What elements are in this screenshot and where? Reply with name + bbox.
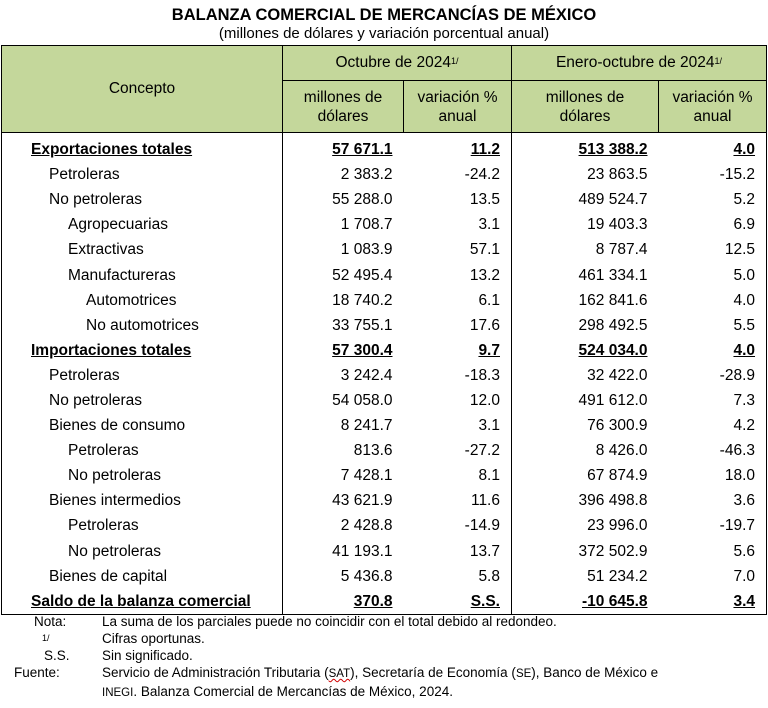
table-row (2, 513, 767, 538)
table-row (2, 488, 767, 513)
cell-value: 491 612.0 (512, 388, 659, 413)
cell-value: 298 492.5 (512, 313, 659, 338)
cell-value: 5.2 (659, 187, 767, 212)
cell-value: 12.0 (469, 391, 500, 409)
page-subtitle: (millones de dólares y variación porcentual anual) (218, 25, 550, 42)
cell-value: 8 426.0 (512, 438, 659, 463)
cell-value: 17.6 (469, 316, 500, 334)
cell-value: 4.0 (659, 288, 767, 313)
table-row (2, 388, 767, 413)
row-label: Automotrices (2, 288, 283, 313)
table-row (2, 133, 767, 163)
header-concept: Concepto (2, 46, 283, 133)
row-label: Agropecuarias (2, 212, 283, 237)
cell-value: 4.0 (733, 141, 756, 159)
table-row (2, 338, 767, 363)
table-row (2, 162, 767, 187)
cell-value: -28.9 (659, 363, 767, 388)
cell-value: 3.4 (733, 592, 756, 610)
cell-value: 461 334.1 (512, 262, 659, 287)
table-row (2, 589, 767, 615)
cell-value: 5 436.8 (283, 564, 404, 589)
row-label: Exportaciones totales (31, 141, 193, 159)
table-row (2, 313, 767, 338)
row-label: No automotrices (2, 313, 283, 338)
table-row (2, 564, 767, 589)
row-label: Petroleras (2, 363, 283, 388)
row-label: Petroleras (2, 513, 283, 538)
cell-value: 372 502.9 (512, 539, 659, 564)
cell-value: 489 524.7 (512, 187, 659, 212)
cell-value: 52 495.4 (283, 262, 404, 287)
cell-value: 162 841.6 (512, 288, 659, 313)
table-row (2, 288, 767, 313)
cell-value: 9.7 (478, 341, 500, 359)
cell-value: 32 422.0 (512, 363, 659, 388)
cell-value: 7.3 (659, 388, 767, 413)
cell-value: 3.1 (478, 417, 500, 435)
cell-value: 6.9 (659, 212, 767, 237)
table-row (2, 438, 767, 463)
row-label: Manufactureras (2, 262, 283, 287)
cell-value: -18.3 (464, 366, 500, 384)
row-label: Petroleras (2, 438, 283, 463)
row-label: No petroleras (2, 388, 283, 413)
cell-value: -24.2 (464, 166, 500, 184)
cell-value: 7 428.1 (283, 463, 404, 488)
cell-value: 23 863.5 (512, 162, 659, 187)
row-label: Extractivas (2, 237, 283, 262)
footnote-ss: S.S. Sin significado. (44, 648, 193, 663)
cell-value: 67 874.9 (512, 463, 659, 488)
row-label: No petroleras (2, 187, 283, 212)
cell-value: 8 787.4 (512, 237, 659, 262)
cell-value: 41 193.1 (283, 539, 404, 564)
header-period-october: Octubre de $2024^{1/}$ (283, 46, 512, 81)
footnotes (14, 613, 742, 702)
footnote-source: Fuente: Servicio de Administración Tributaria (SAT), Secretaría de Economía (SE), Banco de México e INEGI. Balanza Comercial de Mercancías de México, 2024. (14, 665, 659, 699)
cell-value: 18.0 (659, 463, 767, 488)
cell-value: 43 621.9 (283, 488, 404, 513)
cell-value: 5.5 (659, 313, 767, 338)
footnote-nota: Nota: La suma de los parciales puede no coincidir con el total debido al redondeo. (34, 614, 557, 629)
cell-value: 12.5 (659, 237, 767, 262)
cell-value: -14.9 (464, 517, 500, 535)
cell-value: 3 242.4 (283, 363, 404, 388)
table-row (2, 187, 767, 212)
cell-value: 396 498.8 (512, 488, 659, 513)
cell-value: 33 755.1 (283, 313, 404, 338)
header-variation-1: variación % anual (404, 81, 512, 133)
cell-value: 7.0 (659, 564, 767, 589)
cell-value: 3.6 (659, 488, 767, 513)
cell-value: 1 083.9 (283, 237, 404, 262)
cell-value: 6.1 (478, 291, 500, 309)
row-label: Importaciones totales (31, 341, 192, 359)
cell-value: 18 740.2 (283, 288, 404, 313)
cell-value: 5.8 (478, 567, 500, 585)
table-row (2, 262, 767, 287)
cell-value: 11.6 (470, 492, 500, 510)
cell-value: -27.2 (464, 442, 500, 460)
cell-value: 8.1 (478, 467, 500, 485)
cell-value: 57 300.4 (332, 341, 393, 359)
cell-value: -10 645.8 (582, 592, 648, 610)
table-row (2, 463, 767, 488)
row-label: No petroleras (2, 539, 283, 564)
cell-value: 76 300.9 (512, 413, 659, 438)
footnote-preliminary: 1/ Cifras oportunas. (42, 631, 205, 646)
cell-value: 13.5 (469, 191, 500, 209)
cell-value: 2 383.2 (283, 162, 404, 187)
cell-value: 57.1 (469, 241, 500, 259)
table-row (2, 237, 767, 262)
cell-value: 19 403.3 (512, 212, 659, 237)
cell-value: 13.7 (469, 542, 500, 560)
row-label: Bienes de consumo (2, 413, 283, 438)
cell-value: 11.2 (470, 141, 500, 159)
header-millions-2: millones de dólares (512, 81, 659, 133)
cell-value: 23 996.0 (512, 513, 659, 538)
row-label: Petroleras (2, 162, 283, 187)
cell-value: 55 288.0 (283, 187, 404, 212)
row-label: No petroleras (2, 463, 283, 488)
cell-value: S.S. (470, 592, 500, 610)
cell-value: 524 034.0 (578, 341, 648, 359)
table-row (2, 539, 767, 564)
row-label: Saldo de la balanza comercial (31, 592, 251, 610)
cell-value: 370.8 (353, 592, 393, 610)
cell-value: 3.1 (478, 216, 500, 234)
cell-value: 5.0 (659, 262, 767, 287)
cell-value: 4.2 (659, 413, 767, 438)
cell-value: 13.2 (469, 266, 500, 284)
cell-value: 813.6 (283, 438, 404, 463)
cell-value: 8 241.7 (283, 413, 404, 438)
cell-value: 4.0 (733, 341, 756, 359)
cell-value: 5.6 (659, 539, 767, 564)
cell-value: -46.3 (659, 438, 767, 463)
table-row (2, 212, 767, 237)
cell-value: 51 234.2 (512, 564, 659, 589)
table-row (2, 413, 767, 438)
header-millions-1: millones de dólares (283, 81, 404, 133)
trade-balance-table (1, 45, 767, 615)
cell-value: 54 058.0 (283, 388, 404, 413)
page-title: BALANZA COMERCIAL DE MERCANCÍAS DE MÉXICO (171, 6, 597, 24)
row-label: Bienes de capital (2, 564, 283, 589)
cell-value: 2 428.8 (283, 513, 404, 538)
cell-value: 513 388.2 (578, 141, 648, 159)
cell-value: 1 708.7 (283, 212, 404, 237)
cell-value: -19.7 (659, 513, 767, 538)
cell-value: -15.2 (659, 162, 767, 187)
cell-value: 57 671.1 (332, 141, 393, 159)
header-period-jan-oct: Enero-octubre de $2024^{1/}$ (512, 46, 767, 81)
table-row (2, 363, 767, 388)
header-variation-2: variación % anual (659, 81, 767, 133)
row-label: Bienes intermedios (2, 488, 283, 513)
